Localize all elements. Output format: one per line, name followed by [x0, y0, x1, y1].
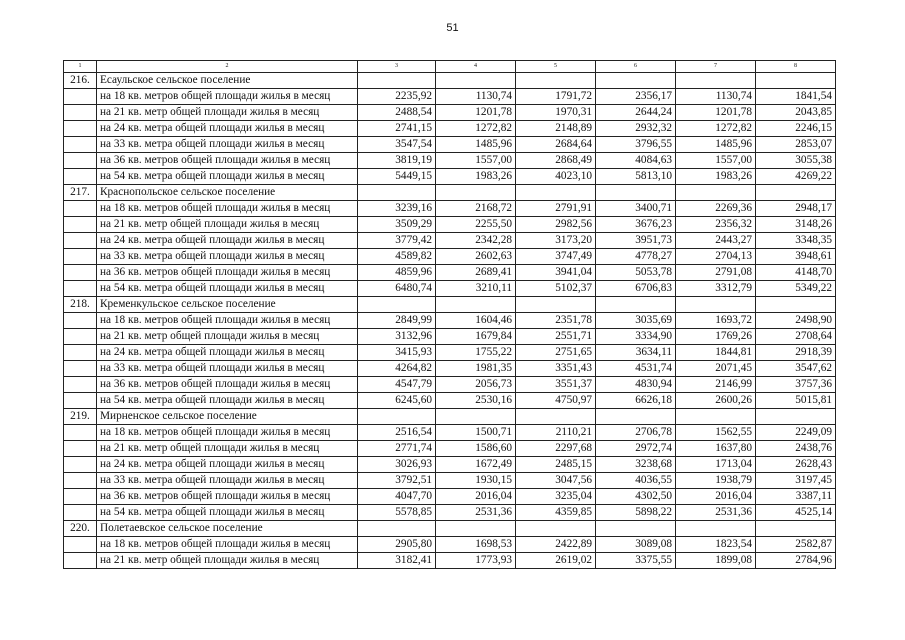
section-index: 220. [64, 521, 97, 537]
value-cell: 1713,04 [676, 457, 756, 473]
value-cell: 2644,24 [596, 105, 676, 121]
value-cell: 2600,26 [676, 393, 756, 409]
section-header-row [64, 297, 836, 313]
empty-cell [64, 425, 97, 441]
value-cell: 2516,54 [358, 425, 436, 441]
value-cell: 5349,22 [756, 281, 836, 297]
value-cell: 1672,49 [436, 457, 516, 473]
empty-cell [64, 201, 97, 217]
empty-cell [64, 217, 97, 233]
empty-cell [358, 297, 436, 313]
value-cell: 3210,11 [436, 281, 516, 297]
empty-cell [64, 89, 97, 105]
value-cell: 1981,35 [436, 361, 516, 377]
empty-cell [436, 521, 516, 537]
value-cell: 3351,43 [516, 361, 596, 377]
value-cell: 3819,19 [358, 153, 436, 169]
empty-cell [64, 329, 97, 345]
value-cell: 2619,02 [516, 553, 596, 569]
empty-cell [358, 185, 436, 201]
empty-cell [516, 73, 596, 89]
row-label: на 36 кв. метров общей площади жилья в месяц [97, 377, 358, 393]
value-cell: 3634,11 [596, 345, 676, 361]
table-row [64, 553, 836, 569]
table-row [64, 393, 836, 409]
table-row [64, 281, 836, 297]
value-cell: 2530,16 [436, 393, 516, 409]
value-cell: 3779,42 [358, 233, 436, 249]
column-number: 4 [436, 61, 516, 73]
value-cell: 2982,56 [516, 217, 596, 233]
empty-cell [596, 297, 676, 313]
value-cell: 2582,87 [756, 537, 836, 553]
table-row [64, 489, 836, 505]
table-row [64, 249, 836, 265]
empty-cell [436, 73, 516, 89]
value-cell: 6626,18 [596, 393, 676, 409]
section-index: 216. [64, 73, 97, 89]
empty-cell [64, 265, 97, 281]
value-cell: 5813,10 [596, 169, 676, 185]
value-cell: 4859,96 [358, 265, 436, 281]
empty-cell [64, 153, 97, 169]
column-number: 6 [596, 61, 676, 73]
row-label: на 36 кв. метров общей площади жилья в месяц [97, 489, 358, 505]
section-index: 219. [64, 409, 97, 425]
value-cell: 6706,83 [596, 281, 676, 297]
value-cell: 1823,54 [676, 537, 756, 553]
row-label: на 36 кв. метров общей площади жилья в месяц [97, 265, 358, 281]
value-cell: 1841,54 [756, 89, 836, 105]
table-row [64, 121, 836, 137]
empty-cell [516, 521, 596, 537]
empty-cell [358, 409, 436, 425]
value-cell: 1201,78 [436, 105, 516, 121]
value-cell: 2422,89 [516, 537, 596, 553]
table-row [64, 233, 836, 249]
value-cell: 1773,93 [436, 553, 516, 569]
value-cell: 1938,79 [676, 473, 756, 489]
value-cell: 2689,41 [436, 265, 516, 281]
value-cell: 3951,73 [596, 233, 676, 249]
value-cell: 2110,21 [516, 425, 596, 441]
table-row [64, 169, 836, 185]
value-cell: 4547,79 [358, 377, 436, 393]
value-cell: 2356,32 [676, 217, 756, 233]
table-row [64, 201, 836, 217]
row-label: на 21 кв. метр общей площади жилья в месяц [97, 553, 358, 569]
table-row [64, 217, 836, 233]
section-title: Есаульское сельское поселение [97, 73, 358, 89]
value-cell: 2071,45 [676, 361, 756, 377]
value-cell: 1604,46 [436, 313, 516, 329]
table-row [64, 345, 836, 361]
section-header-row [64, 73, 836, 89]
empty-cell [358, 73, 436, 89]
value-cell: 2146,99 [676, 377, 756, 393]
value-cell: 3547,62 [756, 361, 836, 377]
value-cell: 3148,26 [756, 217, 836, 233]
empty-cell [596, 521, 676, 537]
value-cell: 1983,26 [436, 169, 516, 185]
row-label: на 24 кв. метра общей площади жилья в месяц [97, 345, 358, 361]
row-label: на 21 кв. метр общей площади жилья в месяц [97, 217, 358, 233]
value-cell: 2791,08 [676, 265, 756, 281]
value-cell: 2438,76 [756, 441, 836, 457]
empty-cell [756, 73, 836, 89]
value-cell: 3334,90 [596, 329, 676, 345]
value-cell: 2255,50 [436, 217, 516, 233]
value-cell: 4778,27 [596, 249, 676, 265]
empty-cell [64, 169, 97, 185]
table-row [64, 329, 836, 345]
row-label: на 24 кв. метра общей площади жилья в месяц [97, 121, 358, 137]
tariff-table [63, 60, 836, 569]
empty-cell [64, 281, 97, 297]
value-cell: 4023,10 [516, 169, 596, 185]
table-row [64, 313, 836, 329]
value-cell: 5898,22 [596, 505, 676, 521]
value-cell: 3948,61 [756, 249, 836, 265]
value-cell: 2972,74 [596, 441, 676, 457]
value-cell: 1769,26 [676, 329, 756, 345]
value-cell: 1698,53 [436, 537, 516, 553]
value-cell: 3796,55 [596, 137, 676, 153]
value-cell: 5053,78 [596, 265, 676, 281]
value-cell: 2249,09 [756, 425, 836, 441]
section-index: 218. [64, 297, 97, 313]
table-row [64, 537, 836, 553]
value-cell: 2868,49 [516, 153, 596, 169]
table-row [64, 457, 836, 473]
value-cell: 2628,43 [756, 457, 836, 473]
empty-cell [516, 409, 596, 425]
row-label: на 18 кв. метров общей площади жилья в месяц [97, 425, 358, 441]
column-number: 2 [97, 61, 358, 73]
value-cell: 1130,74 [676, 89, 756, 105]
value-cell: 1485,96 [436, 137, 516, 153]
empty-cell [64, 457, 97, 473]
table-body [64, 61, 836, 569]
value-cell: 3941,04 [516, 265, 596, 281]
value-cell: 3182,41 [358, 553, 436, 569]
empty-cell [64, 121, 97, 137]
table-row [64, 105, 836, 121]
table-row [64, 265, 836, 281]
empty-cell [64, 345, 97, 361]
value-cell: 1637,80 [676, 441, 756, 457]
empty-cell [64, 441, 97, 457]
empty-cell [516, 297, 596, 313]
value-cell: 2269,36 [676, 201, 756, 217]
value-cell: 3235,04 [516, 489, 596, 505]
empty-cell [64, 249, 97, 265]
value-cell: 1970,31 [516, 105, 596, 121]
value-cell: 4036,55 [596, 473, 676, 489]
section-header-row [64, 185, 836, 201]
table-row [64, 425, 836, 441]
value-cell: 2531,36 [436, 505, 516, 521]
empty-cell [64, 377, 97, 393]
value-cell: 1693,72 [676, 313, 756, 329]
value-cell: 2849,99 [358, 313, 436, 329]
value-cell: 4084,63 [596, 153, 676, 169]
row-label: на 18 кв. метров общей площади жилья в месяц [97, 537, 358, 553]
value-cell: 1500,71 [436, 425, 516, 441]
value-cell: 1983,26 [676, 169, 756, 185]
column-number: 5 [516, 61, 596, 73]
row-label: на 54 кв. метра общей площади жилья в месяц [97, 169, 358, 185]
value-cell: 2948,17 [756, 201, 836, 217]
empty-cell [596, 185, 676, 201]
section-index: 217. [64, 185, 97, 201]
row-label: на 18 кв. метров общей площади жилья в месяц [97, 89, 358, 105]
value-cell: 1485,96 [676, 137, 756, 153]
empty-cell [64, 137, 97, 153]
row-label: на 21 кв. метр общей площади жилья в месяц [97, 329, 358, 345]
value-cell: 3238,68 [596, 457, 676, 473]
row-label: на 36 кв. метров общей площади жилья в месяц [97, 153, 358, 169]
value-cell: 4830,94 [596, 377, 676, 393]
row-label: на 18 кв. метров общей площади жилья в месяц [97, 313, 358, 329]
section-header-row [64, 521, 836, 537]
value-cell: 2016,04 [676, 489, 756, 505]
value-cell: 2043,85 [756, 105, 836, 121]
table-row [64, 505, 836, 521]
value-cell: 3747,49 [516, 249, 596, 265]
empty-cell [596, 73, 676, 89]
value-cell: 4148,70 [756, 265, 836, 281]
value-cell: 3415,93 [358, 345, 436, 361]
table-row [64, 377, 836, 393]
row-label: на 54 кв. метра общей площади жилья в месяц [97, 393, 358, 409]
empty-cell [64, 105, 97, 121]
value-cell: 2684,64 [516, 137, 596, 153]
row-label: на 33 кв. метра общей площади жилья в месяц [97, 137, 358, 153]
empty-cell [756, 185, 836, 201]
value-cell: 3035,69 [596, 313, 676, 329]
value-cell: 3400,71 [596, 201, 676, 217]
value-cell: 1899,08 [676, 553, 756, 569]
value-cell: 2356,17 [596, 89, 676, 105]
empty-cell [676, 73, 756, 89]
value-cell: 3509,29 [358, 217, 436, 233]
empty-cell [64, 505, 97, 521]
value-cell: 3757,36 [756, 377, 836, 393]
row-label: на 18 кв. метров общей площади жилья в месяц [97, 201, 358, 217]
empty-cell [64, 393, 97, 409]
section-title: Кременкульское сельское поселение [97, 297, 358, 313]
value-cell: 2708,64 [756, 329, 836, 345]
value-cell: 4359,85 [516, 505, 596, 521]
section-title: Мирненское сельское поселение [97, 409, 358, 425]
row-label: на 33 кв. метра общей площади жилья в месяц [97, 361, 358, 377]
row-label: на 33 кв. метра общей площади жилья в месяц [97, 249, 358, 265]
value-cell: 1844,81 [676, 345, 756, 361]
value-cell: 2751,65 [516, 345, 596, 361]
empty-cell [436, 409, 516, 425]
value-cell: 4047,70 [358, 489, 436, 505]
value-cell: 3551,37 [516, 377, 596, 393]
value-cell: 1130,74 [436, 89, 516, 105]
table-row [64, 89, 836, 105]
row-label: на 33 кв. метра общей площади жилья в месяц [97, 473, 358, 489]
value-cell: 2235,92 [358, 89, 436, 105]
value-cell: 4531,74 [596, 361, 676, 377]
value-cell: 4269,22 [756, 169, 836, 185]
empty-cell [516, 185, 596, 201]
value-cell: 2551,71 [516, 329, 596, 345]
value-cell: 2905,80 [358, 537, 436, 553]
empty-cell [676, 185, 756, 201]
value-cell: 2784,96 [756, 553, 836, 569]
value-cell: 4302,50 [596, 489, 676, 505]
column-number: 1 [64, 61, 97, 73]
value-cell: 2602,63 [436, 249, 516, 265]
empty-cell [64, 233, 97, 249]
value-cell: 6245,60 [358, 393, 436, 409]
empty-cell [436, 297, 516, 313]
row-label: на 21 кв. метр общей площади жилья в месяц [97, 441, 358, 457]
value-cell: 3173,20 [516, 233, 596, 249]
value-cell: 2297,68 [516, 441, 596, 457]
value-cell: 6480,74 [358, 281, 436, 297]
value-cell: 3348,35 [756, 233, 836, 249]
table-row [64, 153, 836, 169]
empty-cell [756, 409, 836, 425]
value-cell: 2488,54 [358, 105, 436, 121]
value-cell: 1755,22 [436, 345, 516, 361]
value-cell: 1562,55 [676, 425, 756, 441]
row-label: на 21 кв. метр общей площади жилья в месяц [97, 105, 358, 121]
value-cell: 3132,96 [358, 329, 436, 345]
empty-cell [64, 489, 97, 505]
value-cell: 2485,15 [516, 457, 596, 473]
value-cell: 2791,91 [516, 201, 596, 217]
empty-cell [358, 521, 436, 537]
empty-cell [756, 297, 836, 313]
value-cell: 2342,28 [436, 233, 516, 249]
value-cell: 3047,56 [516, 473, 596, 489]
column-number: 3 [358, 61, 436, 73]
value-cell: 2148,89 [516, 121, 596, 137]
value-cell: 2443,27 [676, 233, 756, 249]
value-cell: 5578,85 [358, 505, 436, 521]
empty-cell [676, 521, 756, 537]
value-cell: 1586,60 [436, 441, 516, 457]
empty-cell [596, 409, 676, 425]
row-label: на 24 кв. метра общей площади жилья в месяц [97, 457, 358, 473]
value-cell: 2531,36 [676, 505, 756, 521]
value-cell: 5015,81 [756, 393, 836, 409]
empty-cell [64, 537, 97, 553]
value-cell: 2056,73 [436, 377, 516, 393]
value-cell: 3375,55 [596, 553, 676, 569]
value-cell: 1557,00 [436, 153, 516, 169]
section-title: Полетаевское сельское поселение [97, 521, 358, 537]
empty-cell [676, 409, 756, 425]
value-cell: 2016,04 [436, 489, 516, 505]
table-row [64, 361, 836, 377]
value-cell: 3026,93 [358, 457, 436, 473]
table-row [64, 137, 836, 153]
value-cell: 1272,82 [436, 121, 516, 137]
empty-cell [436, 185, 516, 201]
value-cell: 4589,82 [358, 249, 436, 265]
table-row [64, 441, 836, 457]
value-cell: 2168,72 [436, 201, 516, 217]
row-label: на 54 кв. метра общей площади жилья в месяц [97, 281, 358, 297]
value-cell: 2771,74 [358, 441, 436, 457]
value-cell: 3312,79 [676, 281, 756, 297]
value-cell: 1679,84 [436, 329, 516, 345]
value-cell: 5449,15 [358, 169, 436, 185]
table-row [64, 473, 836, 489]
value-cell: 4264,82 [358, 361, 436, 377]
value-cell: 3387,11 [756, 489, 836, 505]
column-number-row [64, 61, 836, 73]
value-cell: 2246,15 [756, 121, 836, 137]
empty-cell [64, 553, 97, 569]
row-label: на 54 кв. метра общей площади жилья в месяц [97, 505, 358, 521]
page-number: 51 [446, 22, 459, 34]
value-cell: 3197,45 [756, 473, 836, 489]
value-cell: 4750,97 [516, 393, 596, 409]
empty-cell [676, 297, 756, 313]
section-title: Краснопольское сельское поселение [97, 185, 358, 201]
value-cell: 3239,16 [358, 201, 436, 217]
value-cell: 4525,14 [756, 505, 836, 521]
empty-cell [64, 313, 97, 329]
value-cell: 2498,90 [756, 313, 836, 329]
value-cell: 1201,78 [676, 105, 756, 121]
value-cell: 3792,51 [358, 473, 436, 489]
value-cell: 1791,72 [516, 89, 596, 105]
empty-cell [64, 361, 97, 377]
row-label: на 24 кв. метра общей площади жилья в месяц [97, 233, 358, 249]
value-cell: 5102,37 [516, 281, 596, 297]
value-cell: 2918,39 [756, 345, 836, 361]
column-number: 8 [756, 61, 836, 73]
value-cell: 1930,15 [436, 473, 516, 489]
value-cell: 2932,32 [596, 121, 676, 137]
value-cell: 1557,00 [676, 153, 756, 169]
column-number: 7 [676, 61, 756, 73]
empty-cell [756, 521, 836, 537]
section-header-row [64, 409, 836, 425]
value-cell: 2351,78 [516, 313, 596, 329]
value-cell: 1272,82 [676, 121, 756, 137]
value-cell: 2853,07 [756, 137, 836, 153]
value-cell: 3676,23 [596, 217, 676, 233]
value-cell: 3547,54 [358, 137, 436, 153]
value-cell: 2741,15 [358, 121, 436, 137]
value-cell: 3055,38 [756, 153, 836, 169]
value-cell: 3089,08 [596, 537, 676, 553]
value-cell: 2706,78 [596, 425, 676, 441]
value-cell: 2704,13 [676, 249, 756, 265]
empty-cell [64, 473, 97, 489]
